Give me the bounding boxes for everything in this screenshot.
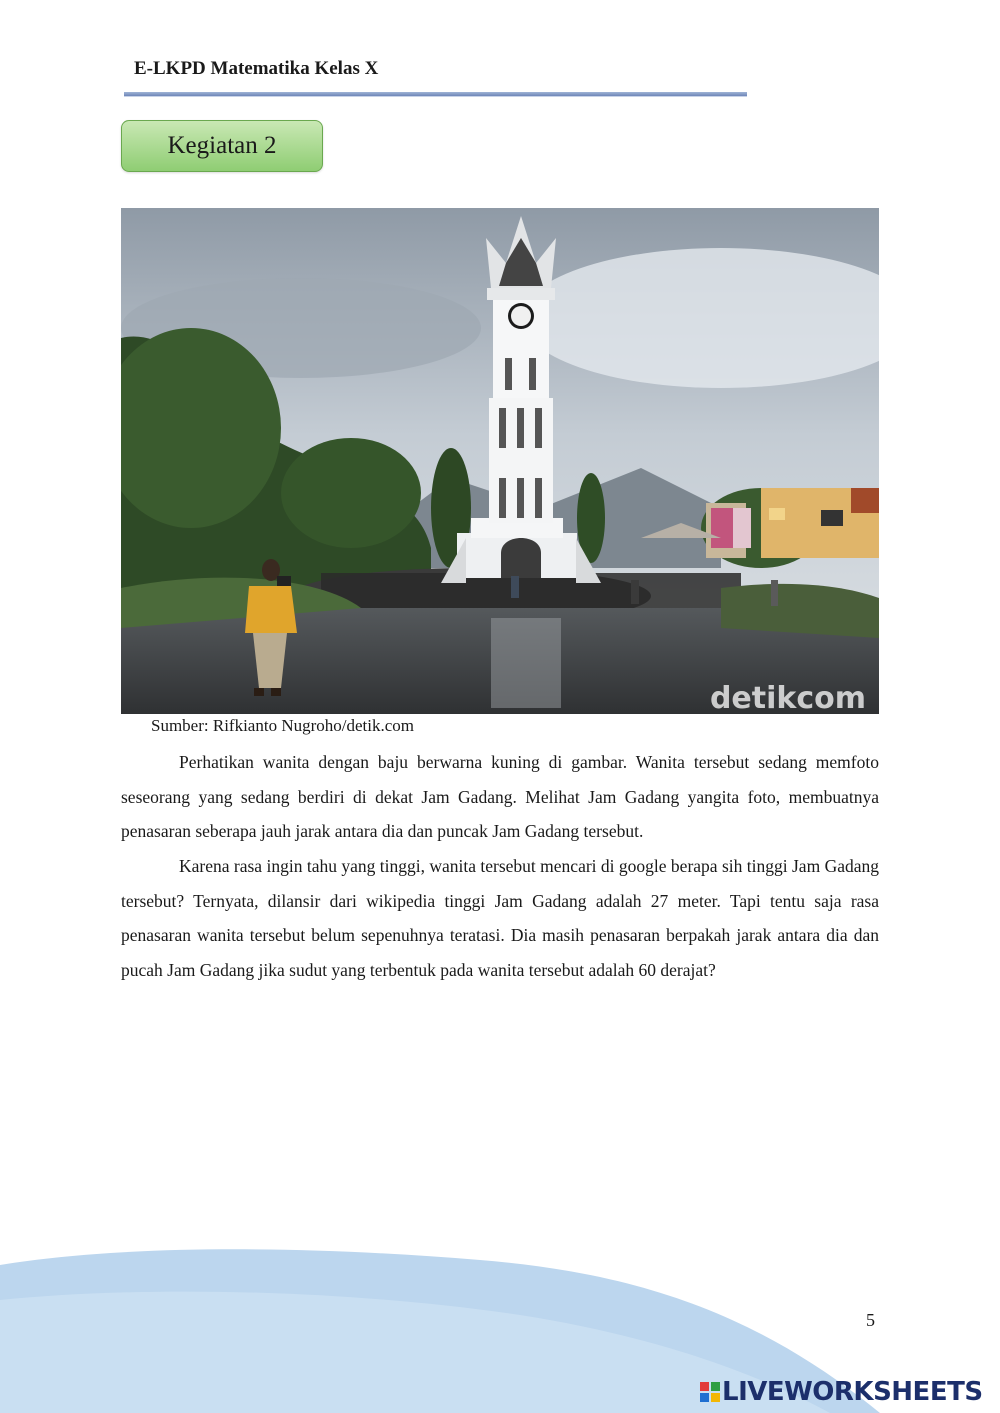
page-number: 5 bbox=[866, 1310, 875, 1330]
header-divider bbox=[124, 92, 747, 97]
jam-gadang-photo bbox=[121, 208, 879, 714]
liveworksheets-logo-icon bbox=[700, 1382, 720, 1402]
liveworksheets-wordmark: LIVEWORKSHEETS bbox=[722, 1377, 983, 1407]
paragraph-2: Karena rasa ingin tahu yang tinggi, wanita tersebut mencari di google berapa sih tinggi Jam Gadang tersebut? Ternyata, dilansir dari wikipedia tinggi Jam Gadang adalah 27 meter. Tapi tentu saja rasa penasaran wanita tersebut belum sepenuhnya teratasi. Dia masih penasaran berpakah jarak antara dia dan pucah Jam Gadang jika sudut yang terbentuk pada wanita tersebut adalah 60 derajat? bbox=[121, 856, 879, 980]
paragraph-1: Perhatikan wanita dengan baju berwarna kuning di gambar. Wanita tersebut sedang memfoto seseorang yang sedang berdiri di dekat Jam Gadang. Melihat Jam Gadang yangita foto, membuatnya penasaran seberapa jauh jarak antara dia dan puncak Jam Gadang tersebut. bbox=[121, 752, 879, 841]
liveworksheets-brand[interactable] bbox=[700, 1378, 983, 1406]
activity-badge bbox=[121, 120, 323, 172]
header-title: E-LKPD Matematika Kelas X bbox=[134, 58, 379, 79]
photo-watermark: detikcom bbox=[709, 681, 866, 714]
photo-caption: Sumber: Rifkianto Nugroho/detik.com bbox=[151, 716, 414, 735]
activity-badge-label: Kegiatan 2 bbox=[167, 132, 277, 159]
